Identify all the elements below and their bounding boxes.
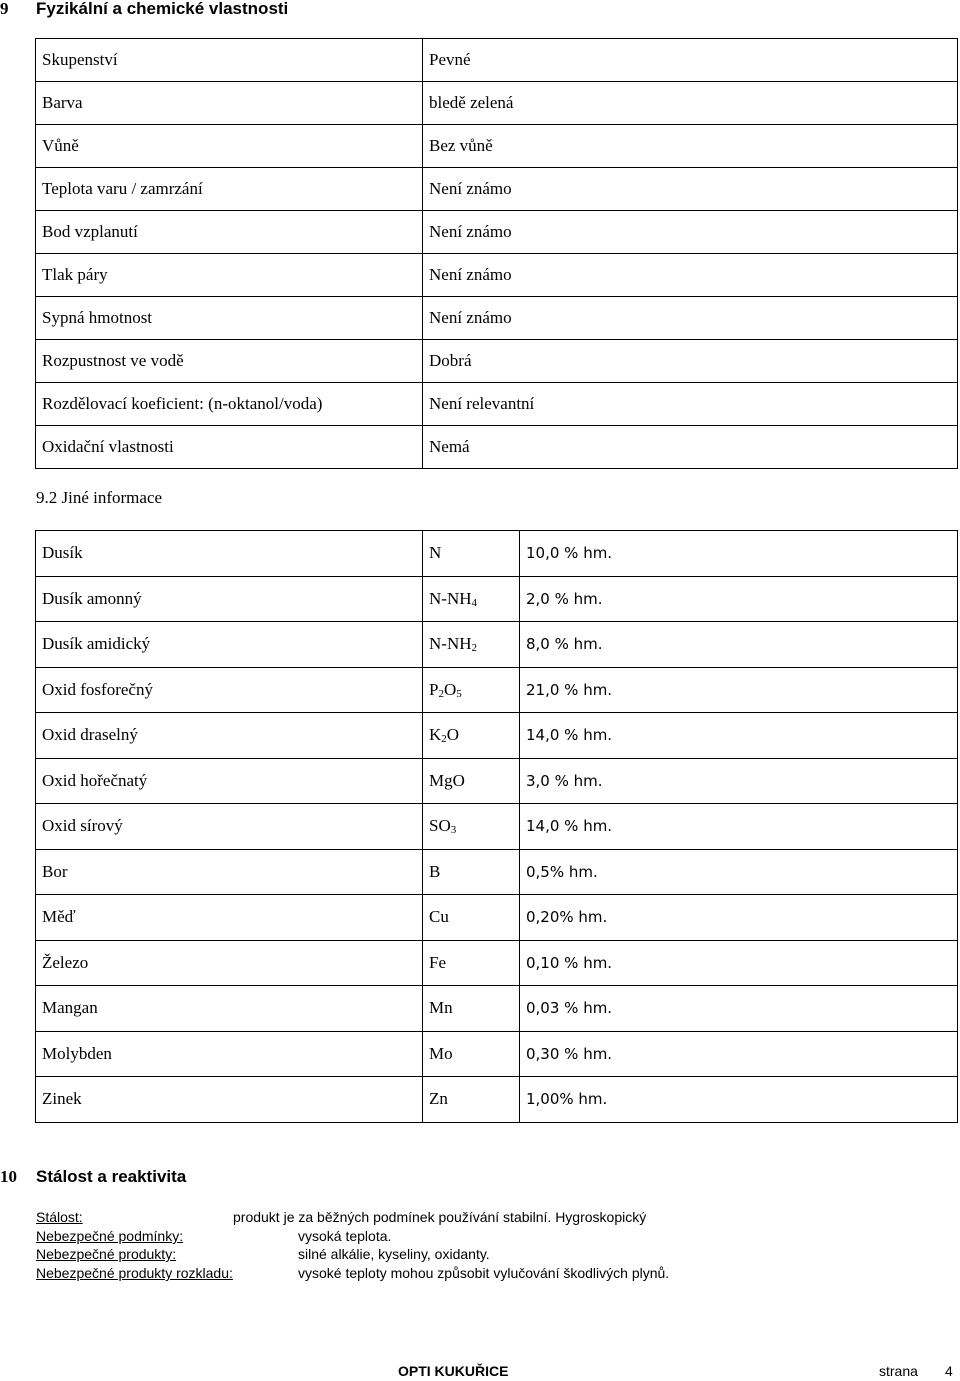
properties-table [35, 38, 958, 469]
nutrient-name: Železo [36, 940, 423, 986]
nutrient-formula: $P_2O_5$ [423, 667, 520, 713]
nutrient-amount: 0,5% hm. [520, 849, 958, 895]
section-9-title: Fyzikální a chemické vlastnosti [36, 0, 289, 18]
property-value: Dobrá [423, 340, 958, 383]
nutrient-formula: Cu [423, 895, 520, 941]
decomposition-products-label: Nebezpečné produkty rozkladu: [36, 1265, 233, 1281]
property-label: Rozdělovací koeficient: (n-oktanol/voda) [36, 383, 423, 426]
property-label: Barva [36, 82, 423, 125]
nutrient-name: Molybden [36, 1031, 423, 1077]
nutrient-formula: Zn [423, 1077, 520, 1123]
footer-product-name: OPTI KUKUŘICE [398, 1363, 509, 1379]
hazard-products-value: silné alkálie, kyseliny, oxidanty. [298, 1246, 490, 1262]
property-label: Teplota varu / zamrzání [36, 168, 423, 211]
section-10-number: 10 [0, 1167, 17, 1186]
nutrient-name: Měď [36, 895, 423, 941]
nutrient-row [36, 622, 958, 668]
nutrient-formula: Mo [423, 1031, 520, 1077]
nutrient-row [36, 758, 958, 804]
decomposition-products-value: vysoké teploty mohou způsobit vylučování škodlivých plynů. [298, 1265, 670, 1281]
property-value: Nemá [423, 426, 958, 469]
nutrient-row [36, 1077, 958, 1123]
nutrient-name: Mangan [36, 986, 423, 1032]
property-value: Není známo [423, 297, 958, 340]
nutrient-row [36, 986, 958, 1032]
property-label: Rozpustnost ve vodě [36, 340, 423, 383]
nutrient-row [36, 576, 958, 622]
nutrient-name: Dusík amidický [36, 622, 423, 668]
nutrient-row [36, 804, 958, 850]
property-label: Sypná hmotnost [36, 297, 423, 340]
nutrient-amount: 0,30 % hm. [520, 1031, 958, 1077]
footer-page-label: strana [879, 1363, 918, 1379]
nutrient-amount: 14,0 % hm. [520, 713, 958, 759]
property-row [36, 39, 958, 82]
nutrient-amount: 3,0 % hm. [520, 758, 958, 804]
nutrient-row [36, 940, 958, 986]
nutrient-formula: $N-NH_2$ [423, 622, 520, 668]
nutrient-amount: 0,20% hm. [520, 895, 958, 941]
property-row [36, 82, 958, 125]
property-label: Oxidační vlastnosti [36, 426, 423, 469]
property-label: Skupenství [36, 39, 423, 82]
section-10-title: Stálost a reaktivita [36, 1167, 187, 1186]
property-row [36, 340, 958, 383]
hazard-conditions-value: vysoká teplota. [298, 1228, 392, 1244]
property-value: Pevné [423, 39, 958, 82]
nutrient-name: Oxid sírový [36, 804, 423, 850]
nutrient-name: Bor [36, 849, 423, 895]
nutrients-table [35, 530, 958, 1123]
nutrient-row [36, 849, 958, 895]
nutrient-row [36, 895, 958, 941]
property-value: Není známo [423, 168, 958, 211]
nutrient-row [36, 667, 958, 713]
hazard-products-label: Nebezpečné produkty: [36, 1246, 177, 1262]
nutrient-amount: 0,10 % hm. [520, 940, 958, 986]
nutrient-formula: $N-NH_4$ [423, 576, 520, 622]
nutrient-formula: $SO_3$ [423, 804, 520, 850]
nutrient-formula: Mn [423, 986, 520, 1032]
nutrient-amount: 14,0 % hm. [520, 804, 958, 850]
property-row [36, 125, 958, 168]
subsection-title: 9.2 Jiné informace [36, 488, 163, 507]
property-row [36, 211, 958, 254]
section-9-number: 9 [0, 0, 9, 18]
property-row [36, 168, 958, 211]
property-value: Není známo [423, 211, 958, 254]
nutrient-name: Oxid draselný [36, 713, 423, 759]
nutrient-formula: MgO [423, 758, 520, 804]
property-row [36, 383, 958, 426]
nutrient-name: Dusík amonný [36, 576, 423, 622]
nutrient-amount: 2,0 % hm. [520, 576, 958, 622]
property-value: Není známo [423, 254, 958, 297]
property-label: Bod vzplanutí [36, 211, 423, 254]
nutrient-row [36, 531, 958, 577]
property-value: Bez vůně [423, 125, 958, 168]
nutrient-amount: 8,0 % hm. [520, 622, 958, 668]
nutrient-row [36, 713, 958, 759]
property-value: Není relevantní [423, 383, 958, 426]
property-row [36, 426, 958, 469]
nutrient-name: Dusík [36, 531, 423, 577]
hazard-conditions-label: Nebezpečné podmínky: [36, 1228, 184, 1244]
nutrient-name: Oxid fosforečný [36, 667, 423, 713]
nutrient-formula: Fe [423, 940, 520, 986]
nutrient-row [36, 1031, 958, 1077]
nutrient-formula: B [423, 849, 520, 895]
property-value: bledě zelená [423, 82, 958, 125]
nutrient-amount: 1,00% hm. [520, 1077, 958, 1123]
footer-page-number: 4 [945, 1363, 953, 1379]
property-label: Vůně [36, 125, 423, 168]
nutrient-amount: 0,03 % hm. [520, 986, 958, 1032]
stability-value: produkt je za běžných podmínek používání stabilní. Hygroskopický [233, 1209, 647, 1225]
nutrient-amount: 21,0 % hm. [520, 667, 958, 713]
nutrient-formula: $K_2O$ [423, 713, 520, 759]
nutrient-formula: N [423, 531, 520, 577]
nutrient-amount: 10,0 % hm. [520, 531, 958, 577]
nutrient-name: Zinek [36, 1077, 423, 1123]
property-row [36, 254, 958, 297]
property-label: Tlak páry [36, 254, 423, 297]
nutrient-name: Oxid hořečnatý [36, 758, 423, 804]
stability-label: Stálost: [36, 1209, 83, 1225]
property-row [36, 297, 958, 340]
